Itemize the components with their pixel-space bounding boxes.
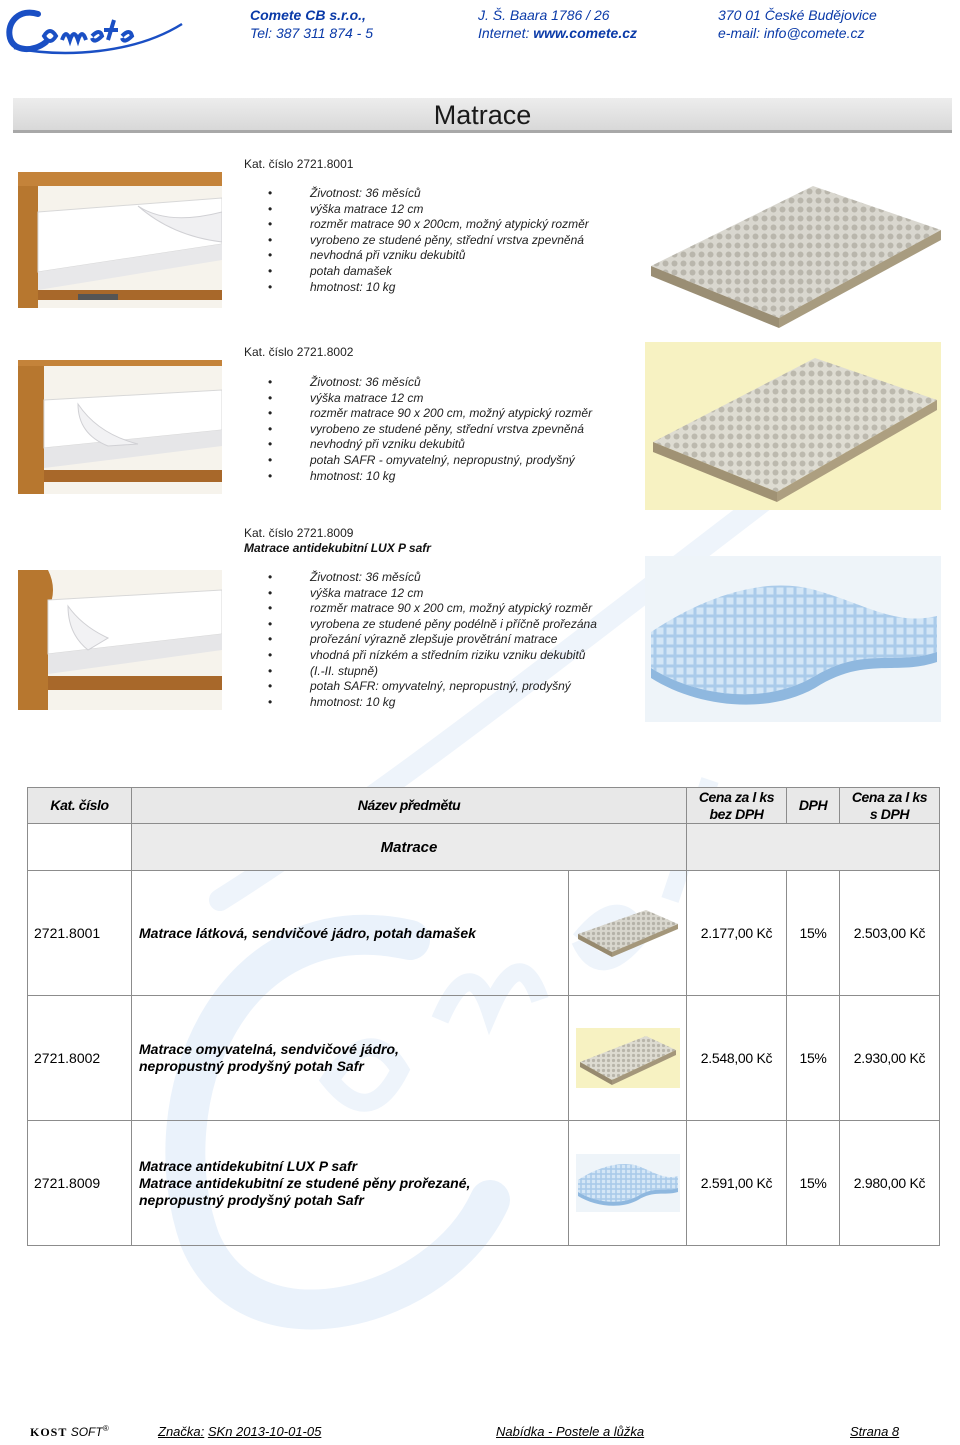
- company-phone: Tel: 387 311 874 - 5: [250, 25, 373, 41]
- footer-brand-reg: ®: [102, 1424, 109, 1433]
- product-kat-8009: Kat. číslo 2721.8009: [244, 526, 354, 540]
- feature-item: • hmotnost: 10 kg: [268, 695, 597, 711]
- mattress-photo-8002: [645, 342, 941, 510]
- feature-item: • Životnost: 36 měsíců: [268, 375, 592, 391]
- internet-label: Internet:: [478, 25, 530, 41]
- mattress-photo-8001: [643, 178, 943, 328]
- table-row: [28, 1121, 940, 1246]
- row-price-excl: 2.177,00 Kč: [687, 871, 787, 996]
- col-header-kat: Kat. číslo: [28, 788, 132, 824]
- footer-znacka-value: SKn 2013-10-01-05: [207, 1424, 322, 1439]
- footer-nabidka: Nabídka - Postele a lůžka: [496, 1424, 645, 1439]
- title-band: [13, 98, 952, 133]
- bed-photo-8009: [18, 570, 222, 710]
- row-price-incl: 2.980,00 Kč: [840, 1121, 940, 1246]
- feature-item: • vyrobeno ze studené pěny, střední vrstva zpevněná: [268, 422, 592, 438]
- price-table: [27, 787, 940, 1246]
- row-thumbnail: [569, 871, 687, 996]
- feature-item: • (I.-II. stupně): [268, 664, 597, 680]
- feature-item: • potah SAFR - omyvatelný, nepropustný, prodyšný: [268, 453, 592, 469]
- row-vat: 15%: [787, 871, 840, 996]
- col-header-price-incl-1: Cena za l ks: [851, 788, 928, 805]
- col-header-price-excl-1: Cena za l ks: [698, 788, 775, 805]
- feature-list-8002: [268, 375, 592, 484]
- row-price-incl: 2.930,00 Kč: [840, 996, 940, 1121]
- company-street: J. Š. Baara 1786 / 26: [478, 7, 610, 23]
- product-kat-8001: Kat. číslo 2721.8001: [244, 157, 354, 171]
- feature-item: • nevhodná při vzniku dekubitů: [268, 248, 589, 264]
- row-name-line: nepropustný prodyšný potah Safr: [139, 1191, 364, 1208]
- mattress-thumb-8002: [576, 1028, 680, 1088]
- header-city: [718, 6, 877, 42]
- company-name: Comete CB s.r.o.,: [250, 7, 366, 23]
- product-name-8009: Matrace antidekubitní LUX P safr: [244, 541, 431, 555]
- bed-photo-8001: [18, 172, 222, 308]
- feature-item: • rozměr matrace 90 x 200 cm, možný atypický rozměr: [268, 601, 597, 617]
- subheader-blank: [28, 824, 132, 871]
- feature-list-8009: [268, 570, 597, 710]
- row-vat: 15%: [787, 996, 840, 1121]
- feature-item: • hmotnost: 10 kg: [268, 469, 592, 485]
- mattress-thumb-8009: [576, 1154, 680, 1212]
- feature-item: • vyrobeno ze studené pěny, střední vrstva zpevněná: [268, 233, 589, 249]
- feature-item: • potah SAFR: omyvatelný, nepropustný, prodyšný: [268, 679, 597, 695]
- product-kat-8002: Kat. číslo 2721.8002: [244, 345, 354, 359]
- feature-item: • Životnost: 36 měsíců: [268, 186, 589, 202]
- page-title: Matrace: [433, 100, 532, 130]
- col-header-name: Název předmětu: [132, 788, 687, 824]
- row-price-incl: 2.503,00 Kč: [840, 871, 940, 996]
- table-subheader-row: [28, 824, 940, 871]
- table-subheader: Matrace: [132, 824, 687, 871]
- header-company: [250, 6, 373, 42]
- footer-znacka: [158, 1424, 321, 1444]
- feature-item: • prořezání výrazně zlepšuje provětrání matrace: [268, 632, 597, 648]
- col-header-vat: DPH: [787, 788, 840, 824]
- row-code: 2721.8001: [28, 871, 132, 996]
- footer-page-number: Strana 8: [850, 1424, 900, 1439]
- row-name-line: Matrace látková, sendvičové jádro, potah damašek: [139, 924, 476, 941]
- mattress-thumb-8001: [576, 906, 680, 960]
- row-code: 2721.8002: [28, 996, 132, 1121]
- feature-list-8001: [268, 186, 589, 295]
- footer-brand-soft: SOFT: [70, 1425, 103, 1439]
- feature-item: • rozměr matrace 90 x 200 cm, možný atypický rozměr: [268, 406, 592, 422]
- row-name: [132, 996, 569, 1121]
- row-price-excl: 2.591,00 Kč: [687, 1121, 787, 1246]
- company-email-link[interactable]: e-mail: info@comete.cz: [718, 25, 865, 41]
- row-name: [132, 1121, 569, 1246]
- mattress-photo-8009: [645, 556, 941, 722]
- row-code: 2721.8009: [28, 1121, 132, 1246]
- feature-item: • výška matrace 12 cm: [268, 586, 597, 602]
- footer-brand: [30, 1424, 109, 1444]
- row-name-line: Matrace antidekubitní ze studené pěny prořezané,: [139, 1174, 471, 1191]
- col-header-price-incl: [840, 788, 940, 824]
- header-address: [478, 6, 637, 42]
- row-name: [132, 871, 569, 996]
- footer-znacka-label: Značka:: [158, 1424, 205, 1439]
- table-row: [28, 871, 940, 996]
- feature-item: • nevhodný při vzniku dekubitů: [268, 437, 592, 453]
- col-header-price-excl: [687, 788, 787, 824]
- row-name-line: Matrace antidekubitní LUX P safr: [139, 1157, 358, 1174]
- row-thumbnail: [569, 1121, 687, 1246]
- subheader-fill: [687, 824, 940, 871]
- table-row: [28, 996, 940, 1121]
- company-website-link[interactable]: www.comete.cz: [533, 25, 638, 41]
- feature-item: • výška matrace 12 cm: [268, 202, 589, 218]
- table-header-row: [28, 788, 940, 824]
- row-vat: 15%: [787, 1121, 840, 1246]
- feature-item: • vhodná při nízkém a středním riziku vzniku dekubitů: [268, 648, 597, 664]
- row-name-line: nepropustný prodyšný potah Safr: [139, 1058, 364, 1074]
- feature-item: • Životnost: 36 měsíců: [268, 570, 597, 586]
- comete-logo: [4, 2, 186, 58]
- col-header-price-excl-2: bez DPH: [709, 805, 764, 822]
- row-name-line: Matrace omyvatelná, sendvičové jádro,: [139, 1041, 399, 1057]
- row-price-excl: 2.548,00 Kč: [687, 996, 787, 1121]
- footer-brand-kost: KOST: [30, 1425, 68, 1439]
- row-thumbnail: [569, 996, 687, 1121]
- feature-item: • vyrobena ze studené pěny podélně i příčně prořezána: [268, 617, 597, 633]
- bed-photo-8002: [18, 360, 222, 494]
- company-city: 370 01 České Budějovice: [718, 7, 877, 23]
- feature-item: • potah damašek: [268, 264, 589, 280]
- feature-item: • hmotnost: 10 kg: [268, 280, 589, 296]
- feature-item: • výška matrace 12 cm: [268, 391, 592, 407]
- col-header-price-incl-2: s DPH: [869, 805, 910, 822]
- feature-item: • rozměr matrace 90 x 200cm, možný atypický rozměr: [268, 217, 589, 233]
